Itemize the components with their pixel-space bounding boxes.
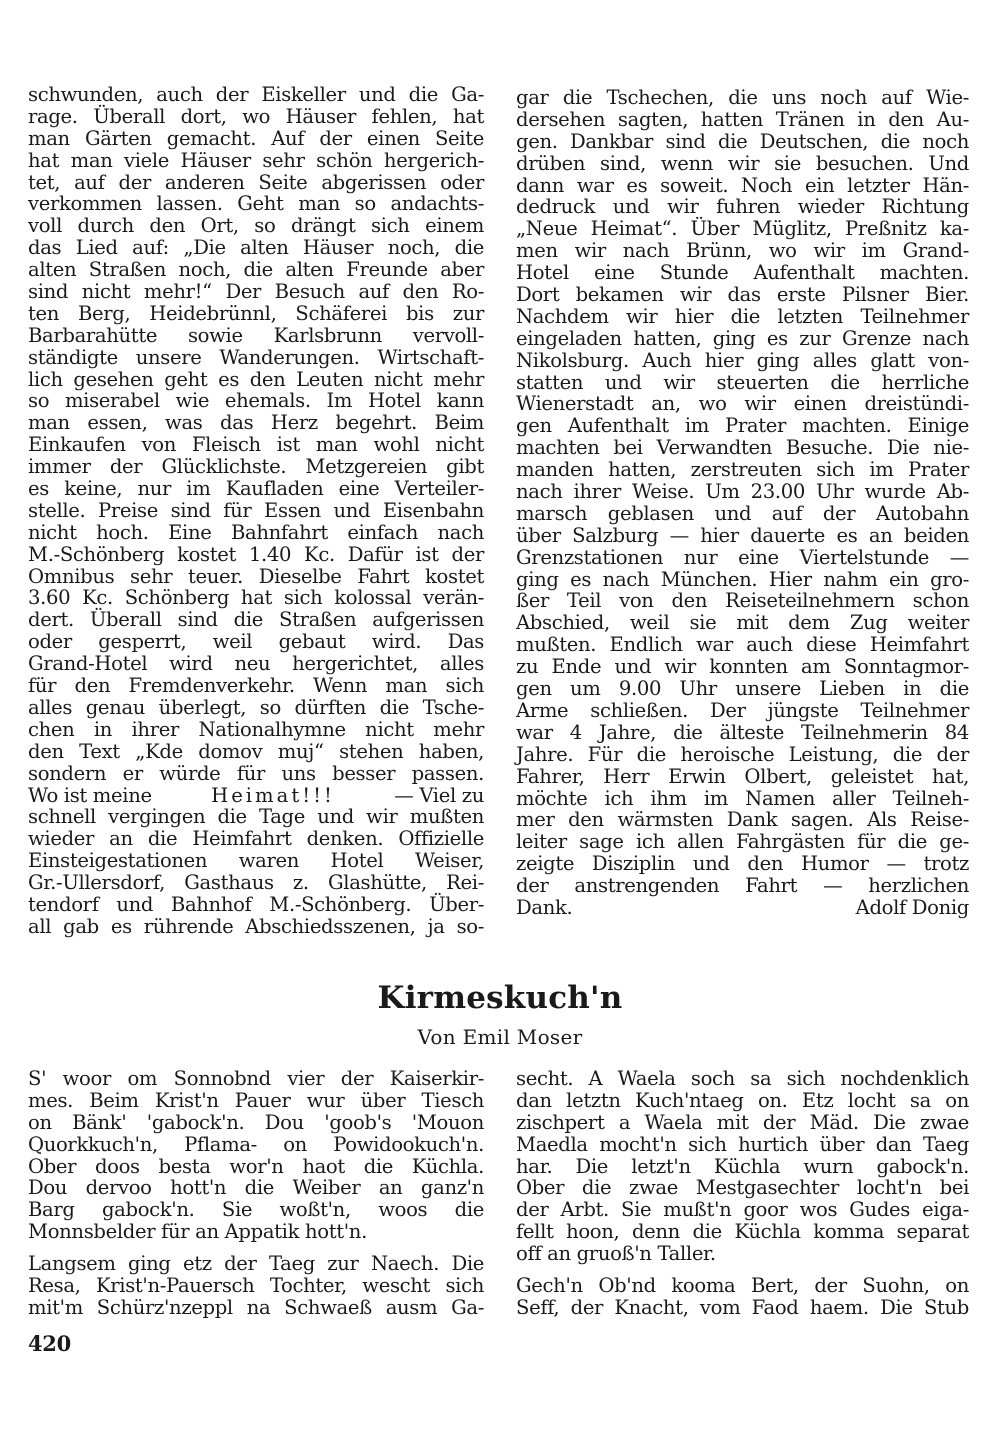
text-line: tet, auf der anderen Seite abgerissen oder (28, 170, 484, 194)
text-line: Omnibus sehr teuer. Dieselbe Fahrt kostet (28, 564, 484, 588)
text-line: dan letztn Kuch'ntaeg on. Etz locht sa on (516, 1088, 969, 1112)
text-fragment: — Viel zu (394, 783, 484, 807)
text-line: gen. Dankbar sind die Deutschen, die noch (516, 129, 969, 153)
text-line: zu Ende und wir konnten am Sonntagmor- (516, 655, 969, 679)
text-line: verkommen lassen. Geht man so andachts- (28, 192, 484, 216)
text-line: ßer Teil von den Reiseteilnehmern schon (516, 589, 969, 613)
article-right-column (516, 1068, 969, 1319)
text-line: men wir nach Brünn, wo wir im Grand- (516, 239, 969, 263)
author-signature: Adolf Donig (855, 895, 969, 919)
text-line: ten Berg, Heidebrünnl, Schäferei bis zur (28, 301, 484, 325)
text-line: fellt hoon, denn die Küchla komma separat (516, 1220, 969, 1244)
text-line: der Arbt. Sie mußt'n goor wos Gudes eiga- (516, 1198, 969, 1222)
text-line: Gech'n Ob'nd kooma Bert, der Suohn, on (516, 1274, 969, 1298)
text-line: Abschied, weil sie mit dem Zug weiter (516, 611, 969, 635)
text-line: schwunden, auch der Eiskeller und die Ga- (28, 83, 484, 106)
text-line: immer der Glücklichste. Metzgereien gibt (28, 455, 484, 479)
text-line: eingeladen hatten, ging es zur Grenze nach (516, 326, 969, 350)
text-line: mer den wärmsten Dank sagen. Als Reise- (516, 808, 969, 832)
article-byline: Von Emil Moser (417, 1025, 583, 1049)
text-line: Wienerstadt an, wo wir einen dreistündi- (516, 392, 969, 416)
text-line: machten bei Verwandten Besuche. Die nie- (516, 436, 969, 460)
text-line: es keine, nur im Kaufladen eine Verteiler- (28, 477, 484, 501)
text-line: gen um 9.00 Uhr unsere Lieben in die (516, 677, 969, 701)
closing-word: Dank. (516, 895, 573, 919)
text-line: Arme schließen. Der jüngste Teilnehmer (516, 698, 969, 722)
article-title: Kirmeskuch'n (377, 980, 623, 1016)
text-line: Maedla mocht'n sich hurtich über dan Taeg (516, 1132, 969, 1156)
text-line: rage. Überall dort, wo Häuser fehlen, hat (28, 104, 484, 128)
text-line: har. Die letzt'n Küchla wurn gabock'n. (516, 1154, 969, 1178)
text-line: chen in ihrer Nationalhymne nicht mehr (28, 717, 484, 741)
text-line: Dort bekamen wir das erste Pilsner Bier. (516, 283, 969, 307)
text-line: alles genau überlegt, so dürften die Tsche- (28, 695, 484, 719)
text-line: war 4 Jahre, die älteste Teilnehmerin 84 (516, 720, 969, 744)
text-line: leiter sage ich allen Fahrgästen für die ge- (516, 830, 969, 854)
text-line: alten Straßen noch, die alten Freunde aber (28, 258, 484, 282)
text-line: stelle. Preise sind für Essen und Eisenbahn (28, 498, 484, 522)
text-line: wieder an die Heimfahrt denken. Offizielle (28, 827, 484, 851)
text-line: secht. A Waela soch sa sich nochdenklich (516, 1067, 969, 1090)
article-left-column (28, 1068, 484, 1319)
text-line: nicht hoch. Eine Bahnfahrt einfach nach (28, 520, 484, 544)
text-line: mes. Beim Krist'n Pauer wur über Tiesch (28, 1088, 484, 1112)
text-line: das Lied auf: „Die alten Häuser noch, die (28, 236, 484, 260)
closing-line (516, 897, 969, 919)
page-number: 420 (28, 1331, 71, 1356)
text-line: nach ihrer Weise. Um 23.00 Uhr wurde Ab- (516, 480, 969, 504)
text-line: ging es nach München. Hier nahm ein gro- (516, 567, 969, 591)
text-line: dann war es soweit. Noch ein letzter Hän- (516, 173, 969, 197)
text-line: sondern er würde für uns besser passen. (28, 761, 484, 785)
text-line: dersehen sagten, hatten Tränen in den Au- (516, 107, 969, 131)
text-line: Monnsbelder für an Appatik hott'n. (28, 1220, 367, 1244)
text-line: Fahrer, Herr Erwin Olbert, geleistet hat, (516, 764, 969, 788)
text-line: dert. Überall sind die Straßen aufgerissen (28, 608, 484, 632)
text-line: 3.60 Kc. Schönberg hat sich kolossal verän- (28, 586, 484, 610)
text-line: mußten. Endlich war auch diese Heimfahrt (516, 633, 969, 657)
text-line: Langsem ging etz der Taeg zur Naech. Die (28, 1252, 484, 1276)
text-line: schnell vergingen die Tage und wir mußten (28, 805, 484, 829)
text-line: Einkaufen von Fleisch ist man wohl nicht (28, 433, 484, 457)
text-fragment: Wo ist meine (28, 783, 152, 807)
text-line: Dou dervoo hott'n die Weiber an ganz'n (28, 1176, 484, 1200)
text-line: lich gesehen geht es den Leuten nicht mehr (28, 367, 484, 391)
text-line: Hotel eine Stunde Aufenthalt machten. (516, 261, 969, 285)
text-line: M.-Schönberg kostet 1.40 Kc. Dafür ist der (28, 542, 484, 566)
text-line: zischpert a Waela mit der Mäd. Die zwae (516, 1110, 969, 1134)
text-line: Barg gabock'n. Sie woßt'n, woos die (28, 1198, 484, 1222)
spaced-text-line (28, 785, 484, 807)
text-line: statten und wir steuerten die herrliche (516, 370, 969, 394)
text-line: Grand-Hotel wird neu hergerichtet, alles (28, 652, 484, 676)
text-line: on Bänk' 'gabock'n. Dou 'goob's 'Mouon (28, 1110, 484, 1134)
text-line: all gab es rührende Abschiedsszenen, ja so- (28, 914, 484, 938)
text-line: Einsteigestationen waren Hotel Weiser, (28, 849, 484, 873)
text-line: drüben sind, wenn wir sie besuchen. Und (516, 151, 969, 175)
text-line: Nikolsburg. Auch hier ging alles glatt von- (516, 348, 969, 372)
text-line: den Text „Kde domov muj“ stehen haben, (28, 739, 484, 763)
text-line: über Salzburg — hier dauerte es an beiden (516, 523, 969, 547)
text-line: Grenzstationen nur eine Viertelstunde — (516, 545, 969, 569)
text-line: so miserabel wie ehemals. Im Hotel kann (28, 389, 484, 413)
text-line: marsch geblasen und auf der Autobahn (516, 501, 969, 525)
letterspaced-emphasis: Heimat!!! (211, 783, 335, 807)
text-line: hat man viele Häuser sehr schön hergerich- (28, 148, 484, 172)
text-line: Gr.-Ullersdorf, Gasthaus z. Glashütte, Rei- (28, 871, 484, 895)
text-line: mit'm Schürz'nzeppl na Schwaeß ausm Ga- (28, 1295, 484, 1319)
text-line: Nachdem wir hier die letzten Teilnehmer (516, 304, 969, 328)
text-line: gar die Tschechen, die uns noch auf Wie- (516, 86, 969, 109)
previous-article-right-column (516, 87, 969, 919)
text-line: tendorf und Bahnhof M.-Schönberg. Über- (28, 892, 484, 916)
text-line: off an gruoß'n Taller. (516, 1242, 716, 1266)
text-line: Ober doos besta wor'n haot die Küchla. (28, 1154, 484, 1178)
text-line: Seff, der Knacht, vom Faod haem. Die Stub (516, 1295, 969, 1319)
text-line: sind nicht mehr!“ Der Besuch auf den Ro- (28, 280, 484, 304)
text-line: „Neue Heimat“. Über Müglitz, Preßnitz ka- (516, 217, 969, 241)
text-line: voll durch den Ort, so drängt sich einem (28, 214, 484, 238)
text-line: man essen, was das Herz begehrt. Beim (28, 411, 484, 435)
text-line: manden hatten, zerstreuten sich im Prater (516, 458, 969, 482)
text-line: der anstrengenden Fahrt — herzlichen (516, 874, 969, 898)
text-line: Ober die zwae Mestgasechter locht'n bei (516, 1176, 969, 1200)
text-line: Quorkkuch'n, Pflama- on Powidookuch'n. (28, 1132, 484, 1156)
text-line: Resa, Krist'n-Pauersch Tochter, wescht sich (28, 1274, 484, 1298)
text-line: dedruck und wir fuhren wieder Richtung (516, 195, 969, 219)
previous-article-left-column (28, 84, 484, 938)
text-line: man Gärten gemacht. Auf der einen Seite (28, 126, 484, 150)
text-line: möchte ich ihm im Namen aller Teilneh- (516, 786, 969, 810)
text-line: Barbarahütte sowie Karlsbrunn vervoll- (28, 323, 484, 347)
text-line: Jahre. Für die heroische Leistung, die der (516, 742, 969, 766)
text-line: gen Aufenthalt im Prater machten. Einige (516, 414, 969, 438)
text-line: für den Fremdenverkehr. Wenn man sich (28, 674, 484, 698)
text-line: S' woor om Sonnobnd vier der Kaiserkir- (28, 1067, 484, 1090)
text-line: oder gesperrt, weil gebaut wird. Das (28, 630, 484, 654)
text-line: zeigte Disziplin und den Humor — trotz (516, 852, 969, 876)
text-line: ständigte unsere Wanderungen. Wirtschaft- (28, 345, 484, 369)
